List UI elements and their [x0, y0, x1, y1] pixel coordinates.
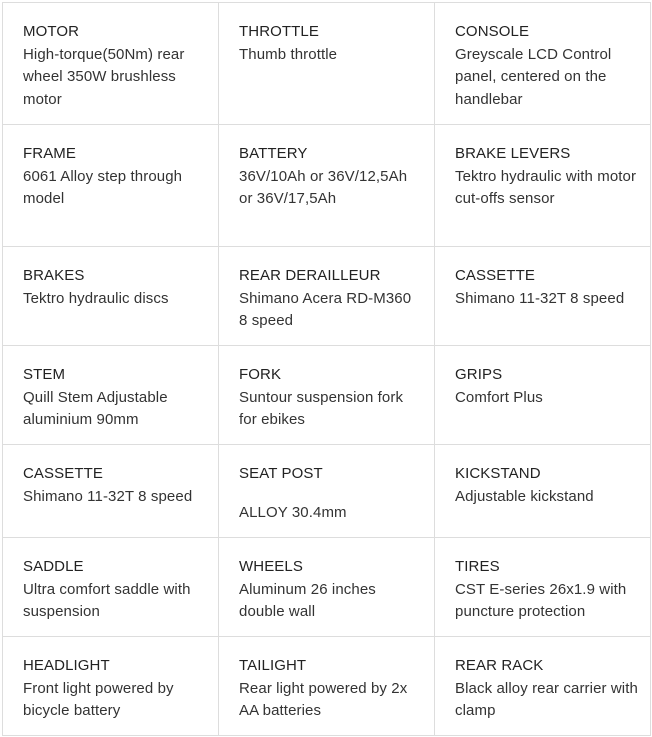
- spec-cell-grips: [435, 346, 651, 445]
- spec-cell-rear-rack: [435, 637, 651, 736]
- spec-value: Shimano Acera RD-M360 8 speed: [239, 289, 412, 329]
- spec-cell-brake-levers: [435, 125, 651, 247]
- spec-row: [3, 346, 651, 445]
- spec-row: [3, 538, 651, 637]
- spec-cell-battery: [219, 125, 435, 247]
- spec-value: Black alloy rear carrier with clamp: [455, 679, 638, 719]
- spec-value: Rear light powered by 2x AA batteries: [239, 679, 408, 719]
- spec-cell-stem: [3, 346, 219, 445]
- spec-cell-wheels: [219, 538, 435, 637]
- spec-value: Thumb throttle: [239, 45, 338, 63]
- spec-label: CONSOLE: [455, 23, 530, 40]
- spec-cell-seat-post: [219, 445, 435, 538]
- spec-row: [3, 125, 651, 247]
- spec-value: Tektro hydraulic discs: [23, 289, 169, 307]
- spec-label: MOTOR: [23, 23, 80, 40]
- spec-label: GRIPS: [455, 366, 503, 383]
- spec-row: [3, 3, 651, 125]
- spec-label: SADDLE: [23, 558, 84, 575]
- spec-label: KICKSTAND: [455, 465, 541, 482]
- spec-label: TAILIGHT: [239, 657, 307, 674]
- spec-cell-throttle: [219, 3, 435, 125]
- spec-row: [3, 445, 651, 538]
- spec-value: Aluminum 26 inches double wall: [239, 580, 376, 620]
- spec-label: WHEELS: [239, 558, 303, 575]
- spec-label: REAR RACK: [455, 657, 544, 674]
- spec-label: CASSETTE: [23, 465, 103, 482]
- spec-cell-kickstand: [435, 445, 651, 538]
- spec-cell-tires: [435, 538, 651, 637]
- spec-value: Suntour suspension fork for ebikes: [239, 388, 404, 428]
- spec-value: Shimano 11-32T 8 speed: [455, 289, 625, 307]
- spec-value: High-torque(50Nm) rear wheel 350W brushless motor: [23, 45, 185, 108]
- spec-cell-cassette: [3, 445, 219, 538]
- spec-cell-fork: [219, 346, 435, 445]
- spec-label: REAR DERAILLEUR: [239, 267, 381, 284]
- spec-label: HEADLIGHT: [23, 657, 110, 674]
- spec-row: [3, 637, 651, 736]
- spec-label: STEM: [23, 366, 66, 383]
- spec-value: ALLOY 30.4mm: [239, 503, 347, 521]
- spec-cell-brakes: [3, 247, 219, 346]
- spec-label: SEAT POST: [239, 465, 323, 482]
- spec-label: BATTERY: [239, 145, 308, 162]
- spec-cell-console: [435, 3, 651, 125]
- spec-value: CST E-series 26x1.9 with puncture protection: [455, 580, 627, 620]
- spec-value: Quill Stem Adjustable aluminium 90mm: [23, 388, 168, 428]
- spec-cell-cassette: [435, 247, 651, 346]
- spec-value: Greyscale LCD Control panel, centered on the handlebar: [455, 45, 612, 108]
- spec-label: TIRES: [455, 558, 500, 575]
- spec-value: Ultra comfort saddle with suspension: [23, 580, 191, 620]
- spec-table: [2, 2, 651, 736]
- spec-cell-rear-derailleur: [219, 247, 435, 346]
- spec-cell-tailight: [219, 637, 435, 736]
- spec-row: [3, 247, 651, 346]
- spec-cell-saddle: [3, 538, 219, 637]
- spec-value: 36V/10Ah or 36V/12,5Ah or 36V/17,5Ah: [239, 167, 408, 207]
- spec-label: BRAKE LEVERS: [455, 145, 571, 162]
- spec-value: Front light powered by bicycle battery: [23, 679, 174, 719]
- spec-label: FRAME: [23, 145, 76, 162]
- spec-value: Shimano 11-32T 8 speed: [23, 487, 193, 505]
- spec-value: 6061 Alloy step through model: [23, 167, 183, 207]
- spec-label: BRAKES: [23, 267, 85, 284]
- spec-value: Tektro hydraulic with motor cut-offs sensor: [455, 167, 637, 207]
- spec-value: Adjustable kickstand: [455, 487, 594, 505]
- spec-label: CASSETTE: [455, 267, 535, 284]
- spec-value: Comfort Plus: [455, 388, 543, 406]
- spec-cell-motor: [3, 3, 219, 125]
- spec-cell-frame: [3, 125, 219, 247]
- spec-cell-headlight: [3, 637, 219, 736]
- spec-label: THROTTLE: [239, 23, 319, 40]
- spec-label: FORK: [239, 366, 282, 383]
